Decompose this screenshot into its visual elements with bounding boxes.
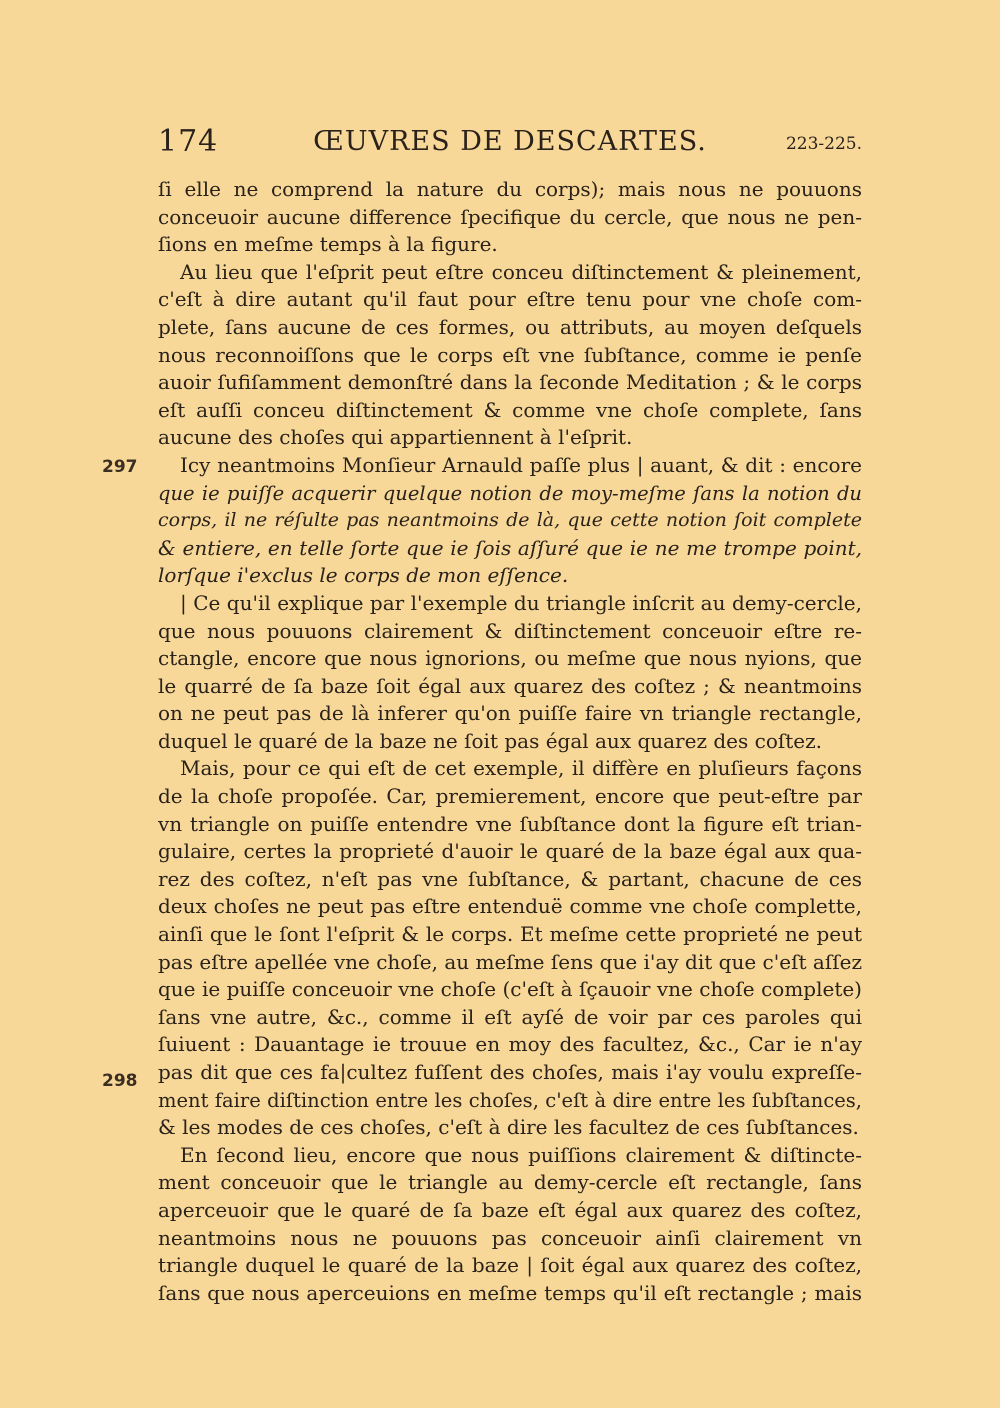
text-line: deux choſes ne peut pas eſtre entenduë comme vne choſe complette, bbox=[158, 894, 862, 919]
text-line: pas eſtre apellée vne choſe, au meſme ſens que i'ay dit que c'eſt aſſez bbox=[158, 949, 862, 974]
body-text bbox=[158, 176, 862, 1307]
text-line: ctangle, encore que nous ignorions, ou meſme que nous nyions, que bbox=[158, 646, 862, 671]
text-line: ſans vne autre, &c., comme il eſt ayſé de voir par ces paroles qui bbox=[158, 1004, 862, 1029]
text-line: nous reconnoiſſons que le corps eſt vne ſubſtance, comme ie penſe bbox=[158, 342, 862, 367]
text-line: Icy neantmoins Monſieur Arnauld paſſe plus | auant, & dit : encore bbox=[180, 452, 862, 477]
margin-number: 297 bbox=[102, 457, 138, 477]
page-range: 223-225. bbox=[785, 134, 862, 154]
text-line: aucune des choſes qui appartiennent à l'eſprit. bbox=[158, 425, 633, 450]
text-line: vn triangle on puiſſe entendre vne ſubſtance dont la figure eſt trian- bbox=[158, 811, 862, 836]
text-line: pas dit que ces fa|cultez fuſſent des choſes, mais i'ay voulu expreſſe- bbox=[158, 1060, 862, 1084]
text-line: de la choſe propoſée. Car, premierement, encore que peut-eſtre par bbox=[158, 784, 862, 809]
text-line: que ie puiſſe conceuoir vne choſe (c'eſt à ſçauoir vne choſe complete) bbox=[158, 977, 862, 1002]
text-line: gulaire, certes la proprieté d'auoir le quaré de la baze égal aux qua- bbox=[158, 839, 862, 864]
text-line: ainſi que le ſont l'eſprit & le corps. Et meſme cette proprieté ne peut bbox=[158, 922, 862, 947]
text-line: conceuoir aucune difference ſpecifique du cercle, que nous ne pen- bbox=[158, 204, 862, 229]
text-line: aperceuoir que le quaré de ſa baze eſt égal aux quarez des coſtez, bbox=[158, 1197, 862, 1222]
text-line: ment faire diſtinction entre les choſes, c'eſt à dire entre les ſubſtances, bbox=[158, 1088, 862, 1112]
text-line: & entiere, en telle ſorte que ie ſois aſſuré que ie ne me trompe point, bbox=[158, 535, 862, 560]
margin-number: 298 bbox=[102, 1071, 138, 1091]
text-line: ment conceuoir que le triangle au demy-cercle eſt rectangle, ſans bbox=[158, 1170, 862, 1195]
text-line: neantmoins nous ne pouuons pas conceuoir ainſi clairement vn bbox=[158, 1225, 862, 1250]
text-line: En ſecond lieu, encore que nous puiſſions clairement & diſtincte- bbox=[180, 1142, 862, 1167]
text-line: plete, ſans aucune de ces formes, ou attributs, au moyen deſquels bbox=[158, 314, 862, 339]
page-number: 174 bbox=[158, 124, 219, 159]
text-line: Au lieu que l'eſprit peut eſtre conceu diſtinctement & pleinement, bbox=[180, 259, 862, 284]
text-line: ſi elle ne comprend la nature du corps); mais nous ne pouuons bbox=[158, 177, 862, 201]
text-line: le quarré de ſa baze ſoit égal aux quarez des coſtez ; & neantmoins bbox=[158, 673, 862, 698]
text-line: que nous pouuons clairement & diſtinctement conceuoir eſtre re- bbox=[158, 618, 862, 643]
text-line: triangle duquel le quaré de la baze | ſoit égal aux quarez des coſtez, bbox=[158, 1253, 862, 1278]
text-line: ſuiuent : Dauantage ie trouue en moy des facultez, &c., Car ie n'ay bbox=[158, 1032, 862, 1057]
text-line: Mais, pour ce qui eſt de cet exemple, il diffère en pluſieurs façons bbox=[180, 756, 862, 781]
text-line: corps, il ne réſulte pas neantmoins de là, que cette notion ſoit complete bbox=[158, 509, 862, 532]
text-line: lorſque i'exclus le corps de mon eſſence. bbox=[158, 563, 569, 588]
text-line: ſans que nous aperceuions en meſme temps qu'il eſt rectangle ; mais bbox=[158, 1280, 862, 1305]
text-line: auoir ſufiſamment demonſtré dans la ſeconde Meditation ; & le corps bbox=[158, 370, 862, 395]
running-title: ŒUVRES DE DESCARTES. bbox=[313, 126, 707, 157]
text-line: duquel le quaré de la baze ne ſoit pas égal aux quarez des coſtez. bbox=[158, 728, 823, 753]
text-line: que ie puiſſe acquerir quelque notion de moy-meſme ſans la notion du bbox=[158, 481, 862, 505]
text-line: c'eſt à dire autant qu'il faut pour eſtre tenu pour vne choſe com- bbox=[158, 287, 862, 312]
text-line: eſt auſſi conceu diſtinctement & comme vne choſe complete, ſans bbox=[158, 397, 862, 422]
text-line: & les modes de ces choſes, c'eſt à dire les facultez de ces ſubſtances. bbox=[158, 1115, 859, 1140]
text-line: | Ce qu'il explique par l'exemple du triangle inſcrit au demy-cercle, bbox=[180, 590, 862, 615]
text-line: on ne peut pas de là inferer qu'on puiſſe faire vn triangle rectangle, bbox=[158, 701, 862, 726]
running-header bbox=[158, 124, 862, 164]
text-line: ſions en meſme temps à la figure. bbox=[158, 232, 498, 257]
text-line: rez des coſtez, n'eſt pas vne ſubſtance, & partant, chacune de ces bbox=[158, 866, 862, 891]
